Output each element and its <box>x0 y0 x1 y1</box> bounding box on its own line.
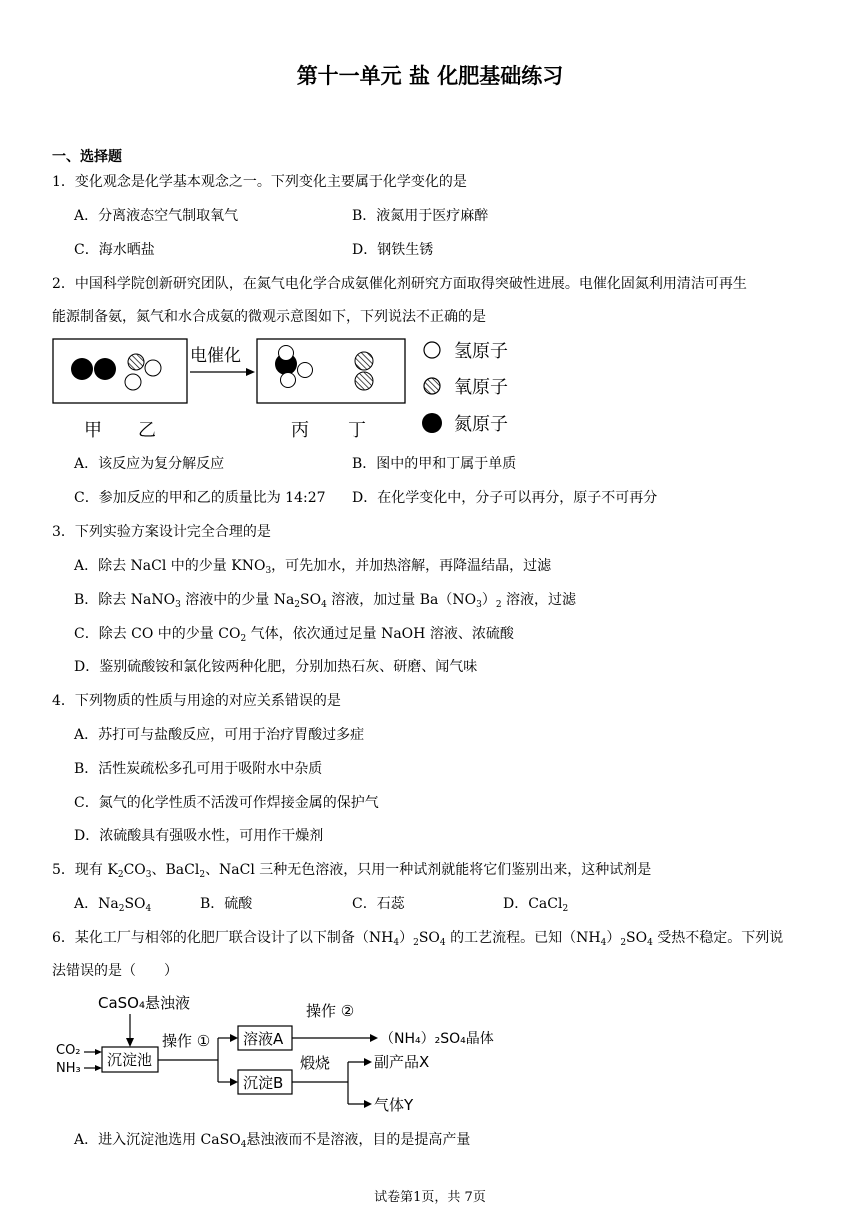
question-5-option-b: B．硫酸 <box>200 896 253 912</box>
arrowhead <box>246 368 255 376</box>
question-5-option-d: D．CaCl$_2$ <box>503 896 569 914</box>
settling-tank-label: 沉淀池 <box>107 1051 153 1069</box>
question-2-option-a: A．该反应为复分解反应 <box>74 456 225 472</box>
oxygen-atom <box>355 372 373 390</box>
question-2-stem-line1: 2．中国科学院创新研究团队，在氮气电化学合成氨催化剂研究方面取得突破性进展。电催化固氮利用清洁可再生 <box>52 276 747 292</box>
question-1-option-d: D．钢铁生锈 <box>352 242 434 258</box>
hydrogen-atom <box>281 373 296 388</box>
label-ding: 丁 <box>348 420 366 441</box>
nh3-label: NH₃ <box>56 1061 81 1076</box>
question-5-option-c: C．石蕊 <box>352 896 405 912</box>
nitrogen-atom <box>71 358 93 380</box>
question-1-option-c: C．海水晒盐 <box>74 242 155 258</box>
page-title: 第十一单元 盐 化肥基础练习 <box>296 64 564 88</box>
co2-label: CO₂ <box>56 1043 81 1058</box>
caso4-input-label: CaSO₄悬浊液 <box>98 994 191 1012</box>
question-2-option-b: B．图中的甲和丁属于单质 <box>352 456 517 472</box>
process-flow-diagram <box>52 990 512 1115</box>
question-3-stem: 3．下列实验方案设计完全合理的是 <box>52 524 271 540</box>
question-4-option-d: D．浓硫酸具有强吸水性，可用作干燥剂 <box>74 828 324 844</box>
question-6-stem-line2: 法错误的是（ ） <box>52 963 178 979</box>
operation-1-label: 操作 ① <box>162 1032 211 1050</box>
legend-oxygen-label: 氧原子 <box>454 377 508 398</box>
question-3-option-b: B．除去 NaNO$_3$ 溶液中的少量 $Na_2SO_4$ 溶液，加过量 $Ba(NO_3)_2$ 溶液，过滤 <box>74 592 577 610</box>
molecule-reaction-diagram <box>50 336 530 446</box>
question-3-option-d: D．鉴别硫酸铵和氯化铵两种化肥，分别加热石灰、研磨、闻气味 <box>74 659 478 675</box>
question-5-stem: 5．现有 $K_2CO_3$、BaCl$_2$、NaCl 三种无色溶液，只用一种试剂就能将它们鉴别出来，这种试剂是 <box>52 862 652 880</box>
page-footer: 试卷第1页，共 7页 <box>374 1190 486 1205</box>
legend-nitrogen-icon <box>422 413 442 433</box>
question-4-option-b: B．活性炭疏松多孔可用于吸附水中杂质 <box>74 761 323 777</box>
question-4-stem: 4．下列物质的性质与用途的对应关系错误的是 <box>52 693 341 709</box>
product-label: （NH₄）₂SO₄晶体 <box>380 1031 494 1047</box>
legend-hydrogen-label: 氢原子 <box>454 341 508 362</box>
gas-y-label: 气体Y <box>374 1096 414 1114</box>
question-2-stem-line2: 能源制备氨，氮气和水合成氨的微观示意图如下，下列说法不正确的是 <box>52 309 486 325</box>
label-jia: 甲 <box>84 420 102 441</box>
label-bing: 丙 <box>291 420 309 441</box>
hydrogen-atom <box>145 360 161 376</box>
question-1-stem: 1．变化观念是化学基本观念之一。下列变化主要属于化学变化的是 <box>52 174 467 190</box>
question-1-option-b: B．液氮用于医疗麻醉 <box>352 208 489 224</box>
solution-a-label: 溶液A <box>243 1030 284 1048</box>
operation-2-label: 操作 ② <box>306 1002 355 1020</box>
question-6-option-a: A．进入沉淀池选用 CaSO$_4$悬浊液而不是溶液，目的是提高产量 <box>74 1132 471 1150</box>
question-2-option-c: C．参加反应的甲和乙的质量比为 14:27 <box>74 490 326 506</box>
oxygen-atom <box>128 354 144 370</box>
section-heading: 一、选择题 <box>52 149 122 165</box>
question-4-option-c: C．氮气的化学性质不活泼可作焊接金属的保护气 <box>74 795 379 811</box>
question-5-option-a: A．$Na_2SO_4$ <box>74 896 152 914</box>
calcine-label: 煅烧 <box>300 1054 331 1072</box>
arrow-label: 电催化 <box>190 346 241 366</box>
label-yi: 乙 <box>138 420 156 441</box>
legend-nitrogen-label: 氮原子 <box>454 414 508 435</box>
hydrogen-atom <box>125 374 141 390</box>
hydrogen-atom <box>279 346 294 361</box>
question-2-option-d: D．在化学变化中，分子可以再分，原子不可再分 <box>352 490 658 506</box>
question-4-option-a: A．苏打可与盐酸反应，可用于治疗胃酸过多症 <box>74 727 365 743</box>
oxygen-atom <box>355 352 373 370</box>
legend-hydrogen-icon <box>424 342 440 358</box>
question-6-stem-line1: 6．某化工厂与相邻的化肥厂联合设计了以下制备$(NH_4)_2SO_4$ 的工艺流程。已知$(NH_4)_2SO_4$ 受热不稳定。下列说 <box>52 930 784 948</box>
question-1-option-a: A．分离液态空气制取氧气 <box>74 208 239 224</box>
hydrogen-atom <box>298 363 313 378</box>
precipitate-b-label: 沉淀B <box>243 1074 284 1092</box>
question-3-option-c: C．除去 CO 中的少量 $CO_2$ 气体，依次通过足量 NaOH 溶液、浓硫酸 <box>74 626 514 644</box>
byproduct-x-label: 副产品X <box>374 1053 430 1071</box>
nitrogen-atom <box>94 358 116 380</box>
legend-oxygen-icon <box>424 378 440 394</box>
question-3-option-a: A．除去 NaCl 中的少量 $KNO_3$，可先加水，并加热溶解，再降温结晶，过滤 <box>74 558 552 576</box>
